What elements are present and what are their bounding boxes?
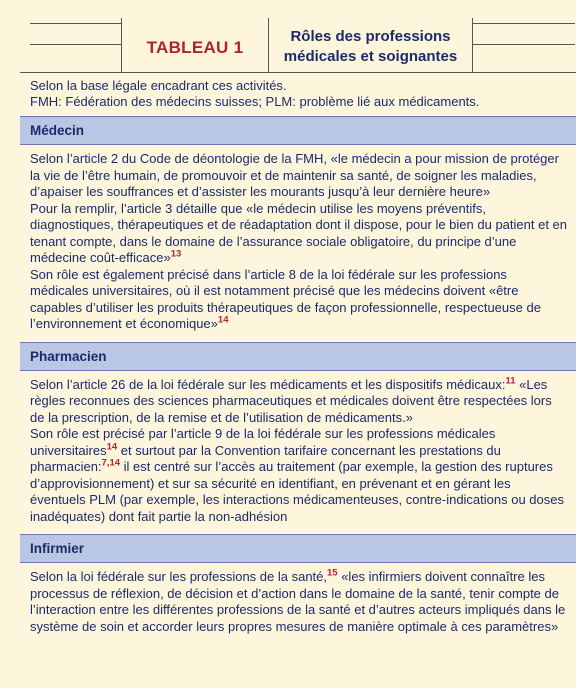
- header-rule: [30, 23, 121, 24]
- header-rule: [472, 23, 575, 24]
- section-heading-pharmacien: Pharmacien: [20, 342, 576, 371]
- paragraph-text: «les infirmiers doivent connaître les processus de réflexion, de décision et d’action dans le domaine de la santé, tenir compte de l’interaction entre les différentes professions de la santé et d’autres acteurs impliqués dans le système de soin et accorder leurs propres mesures de manière optimale à ces paramètres»: [30, 569, 566, 634]
- header-rule: [30, 44, 121, 45]
- paragraph: [30, 267, 568, 333]
- section-heading-infirmier: Infirmier: [20, 534, 576, 563]
- paragraph-text: Selon l’article 26 de la loi fédérale sur les médicaments et les dispositifs médicaux:: [30, 376, 506, 392]
- section-heading-medecin: Médecin: [20, 116, 576, 145]
- reference-number: 14: [217, 314, 229, 326]
- header-rule: [472, 44, 575, 45]
- paragraph-text: Son rôle est également précisé dans l’article 8 de la loi fédérale sur les professions médicales universitaires, où il est notamment précisé que les médecins doivent «être capables d’utiliser les produits thérapeutiques de façon professionnelle, respectueuse de l’environnement et économique»: [30, 266, 541, 331]
- table-title: [269, 24, 472, 70]
- table-title-line: Rôles des professions: [290, 28, 451, 45]
- paragraph-text: Son rôle est précisé par l’article 9 de la loi fédérale sur les professions médicales universitaires: [30, 426, 496, 458]
- reference-number: 14: [106, 441, 118, 453]
- header-divider: [472, 18, 473, 72]
- paragraph-text: Pour la remplir, l’article 3 détaille que «le médecin utilise les moyens préventifs, diagnostiques, thérapeutiques et de réadaptation dont il dispose, pour le bien du patient et en tenant compte, dans le domaine de l’assurance sociale obligatoire, du principe d’une médecine coût-efficace»: [30, 200, 568, 265]
- table-title-line: médicales et soignantes: [283, 48, 458, 65]
- header-bottom-rule: [20, 72, 576, 73]
- reference-number: 15: [327, 567, 338, 579]
- paragraph: Selon l’article 2 du Code de déontologie de la FMH, «le médecin a pour mission de protéger la vie de l’être humain, de promouvoir et de maintenir sa santé, de soigner les maladies, d’apaiser les souffrances et d’assister les mourants jusqu’à leur dernière heure»: [30, 151, 559, 199]
- table-intro: [0, 74, 576, 110]
- paragraph-text: Selon la loi fédérale sur les professions de la santé,: [30, 569, 328, 584]
- paragraph-text: il est centré sur l’accès au traitement (par exemple, la gestion des ruptures d’approvisionnement) et sur sa sécurité en identifiant, en prévenant et en gérant les éventuels PLM (par exemple, les interactions médicamenteuses, contre-indications ou doses inadéquates) dont fait partie la non-adhésion: [30, 459, 564, 524]
- reference-number: 7,14: [101, 457, 121, 469]
- intro-line: FMH: Fédération des médecins suisses; PLM: problème lié aux médicaments.: [30, 94, 480, 109]
- paragraph: [30, 377, 568, 427]
- paragraph-text: et surtout par la Convention tarifaire concernant les prestations du pharmacien:: [30, 442, 501, 474]
- reference-number: 11: [505, 375, 516, 387]
- reference-number: 13: [170, 248, 182, 260]
- section-body-medecin: [0, 145, 576, 335]
- paragraph: [30, 201, 568, 267]
- section-body-infirmier: [0, 563, 576, 637]
- paragraph: [30, 426, 568, 525]
- table-header: [0, 0, 576, 74]
- table-label: TABLEAU 1: [146, 38, 244, 57]
- paragraph: [30, 569, 568, 635]
- intro-line: Selon la base légale encadrant ces activités.: [30, 78, 287, 93]
- paragraph-text: «Les règles reconnues des sciences pharmaceutiques et médicales doivent être respectées lors de la prescription, de la remise et de l’utilisation de médicaments.»: [30, 376, 552, 425]
- section-body-pharmacien: [0, 371, 576, 528]
